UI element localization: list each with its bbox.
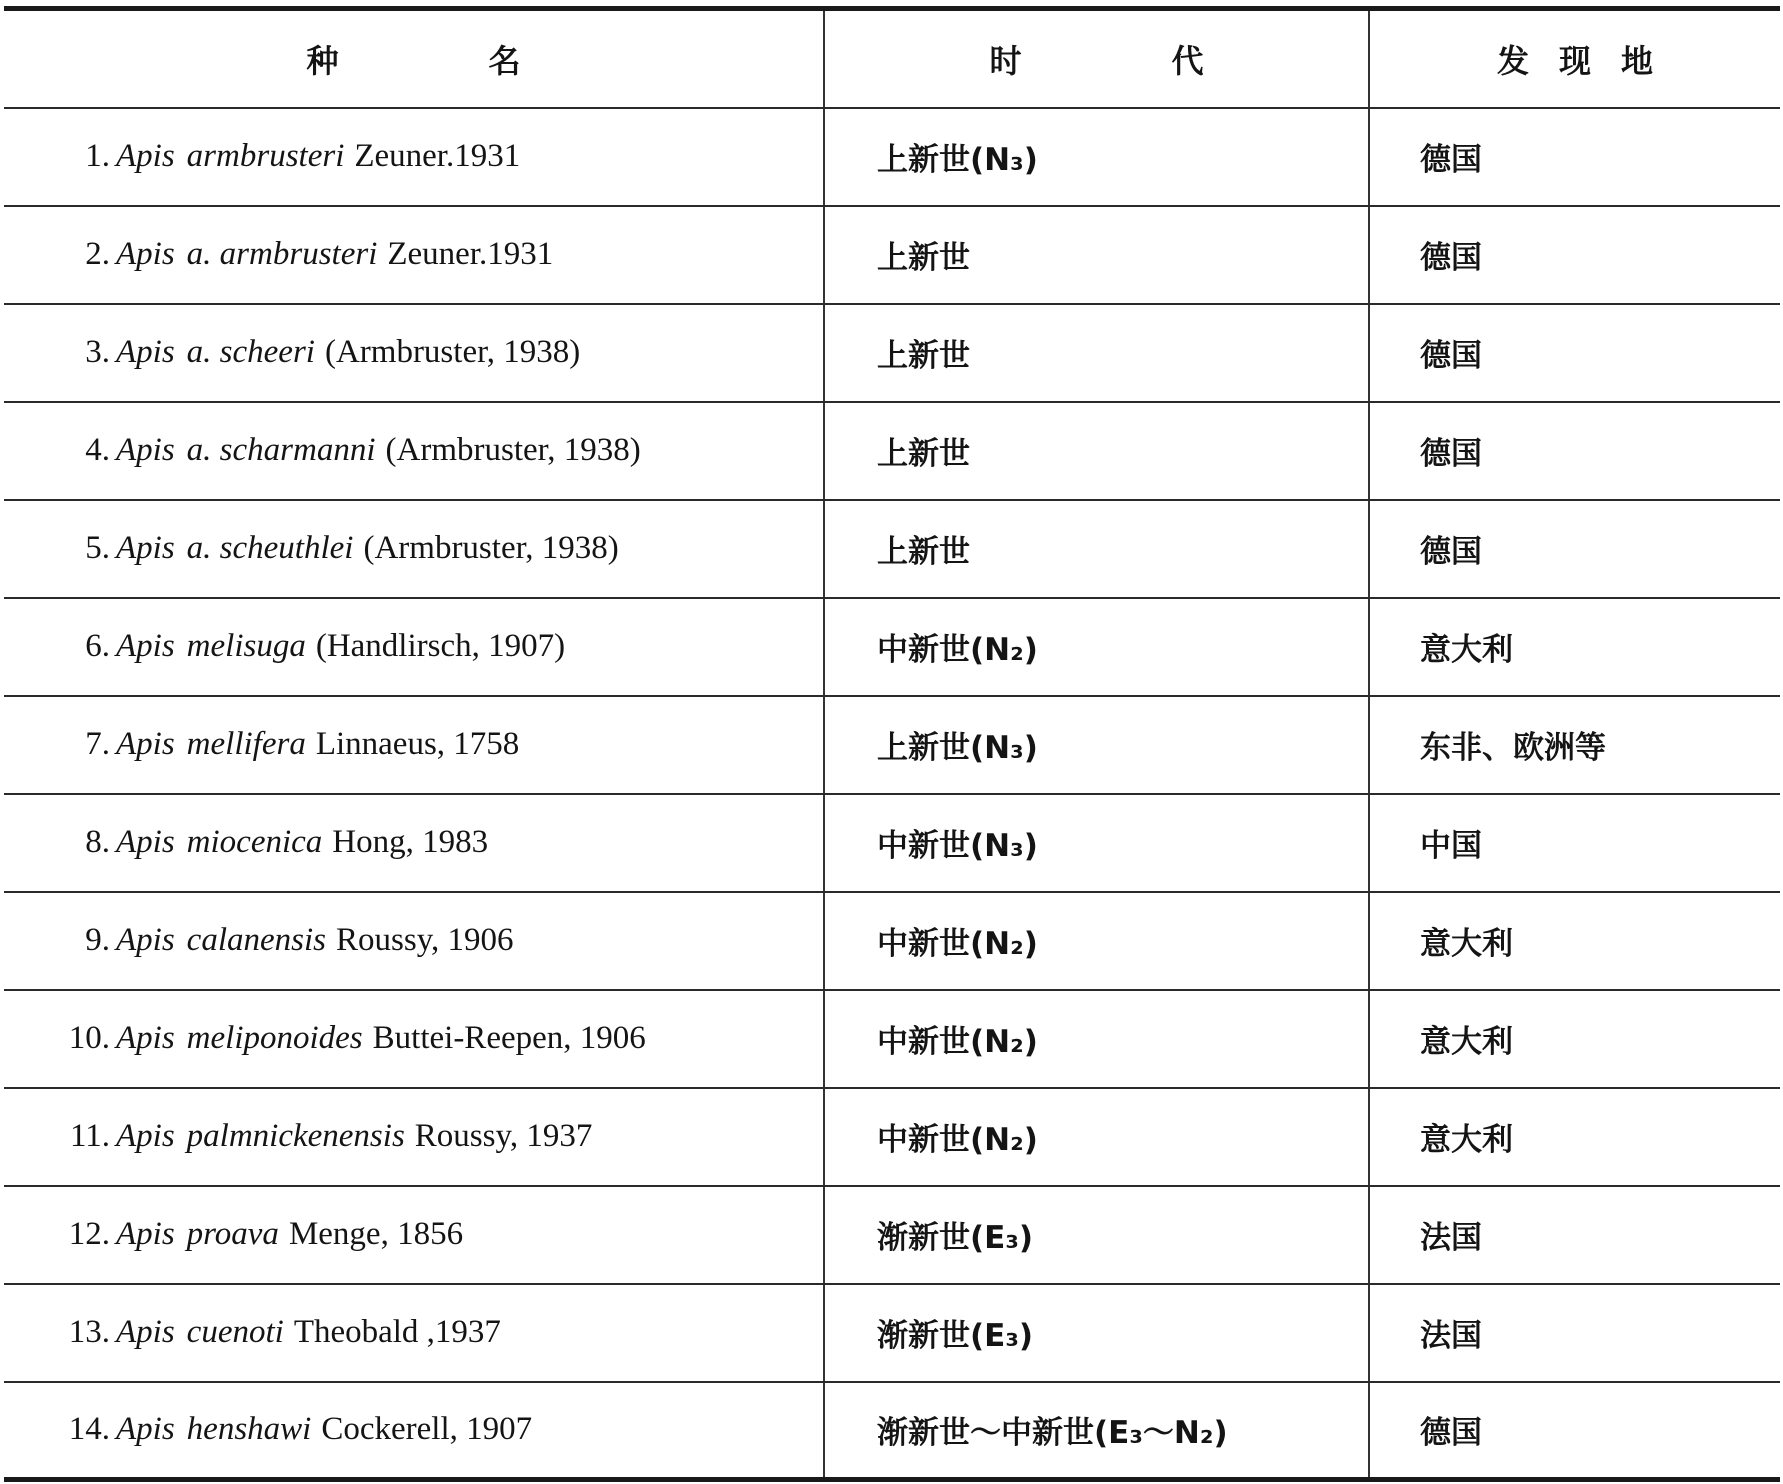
genus-name: Apis bbox=[116, 726, 175, 762]
era-cell: 渐新世～中新世(E₃～N₂) bbox=[824, 1382, 1369, 1480]
author-year: Zeuner.1931 bbox=[387, 236, 554, 272]
genus-name: Apis bbox=[116, 530, 175, 566]
table-row bbox=[4, 108, 1780, 206]
row-number: 2. bbox=[85, 236, 110, 272]
author-year: (Armbruster, 1938) bbox=[363, 530, 619, 566]
row-number: 14. bbox=[68, 1411, 110, 1448]
location-cell: 德国 bbox=[1369, 500, 1780, 598]
row-number: 3. bbox=[85, 334, 110, 370]
era-cell: 上新世(N₃) bbox=[824, 696, 1369, 794]
species-epithet: miocenica bbox=[186, 824, 323, 860]
author-year: Menge, 1856 bbox=[288, 1216, 464, 1252]
species-cell bbox=[4, 108, 824, 206]
era-cell: 中新世(N₃) bbox=[824, 794, 1369, 892]
row-number: 8. bbox=[85, 824, 110, 860]
row-number: 13. bbox=[68, 1314, 110, 1350]
species-cell bbox=[4, 990, 824, 1088]
table-row bbox=[4, 1284, 1780, 1382]
era-cell: 上新世 bbox=[824, 304, 1369, 402]
row-number: 7. bbox=[85, 726, 110, 762]
table-row bbox=[4, 794, 1780, 892]
row-number: 1. bbox=[85, 138, 110, 174]
author-year: Linnaeus, 1758 bbox=[315, 726, 520, 762]
era-cell: 中新世(N₂) bbox=[824, 892, 1369, 990]
location-cell: 中国 bbox=[1369, 794, 1780, 892]
species-epithet: meliponoides bbox=[186, 1020, 363, 1056]
species-epithet: henshawi bbox=[186, 1411, 312, 1448]
location-cell: 德国 bbox=[1369, 304, 1780, 402]
genus-name: Apis bbox=[116, 1216, 175, 1252]
author-year: Theobald ,1937 bbox=[293, 1314, 501, 1350]
genus-name: Apis bbox=[116, 432, 175, 468]
author-year: Hong, 1983 bbox=[332, 824, 489, 860]
table-row bbox=[4, 990, 1780, 1088]
species-epithet: a. scheeri bbox=[186, 334, 315, 370]
genus-name: Apis bbox=[116, 1020, 175, 1056]
row-number: 12. bbox=[68, 1216, 110, 1252]
era-cell: 中新世(N₂) bbox=[824, 1088, 1369, 1186]
table-body bbox=[4, 108, 1780, 1480]
species-cell bbox=[4, 402, 824, 500]
table-row bbox=[4, 1186, 1780, 1284]
species-cell bbox=[4, 304, 824, 402]
header-row bbox=[4, 9, 1780, 108]
location-cell: 意大利 bbox=[1369, 1088, 1780, 1186]
author-year: Cockerell, 1907 bbox=[321, 1411, 533, 1448]
species-cell bbox=[4, 696, 824, 794]
author-year: (Handlirsch, 1907) bbox=[315, 628, 566, 664]
row-number: 10. bbox=[68, 1020, 110, 1056]
species-epithet: a. armbrusteri bbox=[186, 236, 378, 272]
genus-name: Apis bbox=[116, 922, 175, 958]
location-cell: 法国 bbox=[1369, 1186, 1780, 1284]
species-cell bbox=[4, 500, 824, 598]
era-cell: 中新世(N₂) bbox=[824, 990, 1369, 1088]
table-row bbox=[4, 402, 1780, 500]
location-cell: 德国 bbox=[1369, 206, 1780, 304]
species-cell bbox=[4, 1186, 824, 1284]
species-epithet: a. scheuthlei bbox=[186, 530, 354, 566]
species-cell bbox=[4, 598, 824, 696]
genus-name: Apis bbox=[116, 236, 175, 272]
species-cell bbox=[4, 206, 824, 304]
genus-name: Apis bbox=[116, 1314, 175, 1350]
table-row bbox=[4, 1382, 1780, 1480]
row-number: 6. bbox=[85, 628, 110, 664]
location-cell: 德国 bbox=[1369, 108, 1780, 206]
species-epithet: calanensis bbox=[186, 922, 326, 958]
table-row bbox=[4, 598, 1780, 696]
species-cell bbox=[4, 892, 824, 990]
genus-name: Apis bbox=[116, 334, 175, 370]
author-year: (Armbruster, 1938) bbox=[324, 334, 581, 370]
species-table bbox=[4, 6, 1780, 1482]
author-year: Roussy, 1937 bbox=[414, 1118, 593, 1154]
era-cell: 上新世 bbox=[824, 206, 1369, 304]
species-cell bbox=[4, 794, 824, 892]
genus-name: Apis bbox=[116, 628, 175, 664]
genus-name: Apis bbox=[116, 138, 175, 174]
table-row bbox=[4, 500, 1780, 598]
location-cell: 德国 bbox=[1369, 402, 1780, 500]
table-row bbox=[4, 892, 1780, 990]
table-row bbox=[4, 696, 1780, 794]
species-epithet: a. scharmanni bbox=[186, 432, 376, 468]
species-cell bbox=[4, 1088, 824, 1186]
location-cell: 德国 bbox=[1369, 1382, 1780, 1480]
location-cell: 意大利 bbox=[1369, 892, 1780, 990]
era-cell: 渐新世(E₃) bbox=[824, 1284, 1369, 1382]
table-row bbox=[4, 304, 1780, 402]
era-cell: 上新世(N₃) bbox=[824, 108, 1369, 206]
species-epithet: palmnickenensis bbox=[186, 1118, 405, 1154]
species-epithet: proava bbox=[186, 1216, 279, 1252]
row-number: 5. bbox=[85, 530, 110, 566]
row-number: 11. bbox=[69, 1118, 110, 1154]
header-era: 时代 bbox=[824, 9, 1369, 108]
species-cell bbox=[4, 1284, 824, 1382]
genus-name: Apis bbox=[116, 1411, 175, 1448]
author-year: (Armbruster, 1938) bbox=[385, 432, 641, 468]
species-epithet: cuenoti bbox=[186, 1314, 284, 1350]
author-year: Zeuner.1931 bbox=[354, 138, 521, 174]
era-cell: 上新世 bbox=[824, 402, 1369, 500]
species-epithet: mellifera bbox=[186, 726, 306, 762]
genus-name: Apis bbox=[116, 1118, 175, 1154]
table-row bbox=[4, 1088, 1780, 1186]
fossil-apis-table bbox=[4, 6, 1780, 1482]
header-species: 种名 bbox=[4, 9, 824, 108]
era-cell: 中新世(N₂) bbox=[824, 598, 1369, 696]
header-location: 发现地 bbox=[1369, 9, 1780, 108]
species-cell bbox=[4, 1382, 824, 1480]
genus-name: Apis bbox=[116, 824, 175, 860]
species-epithet: melisuga bbox=[186, 628, 306, 664]
era-cell: 渐新世(E₃) bbox=[824, 1186, 1369, 1284]
author-year: Buttei-Reepen, 1906 bbox=[372, 1020, 646, 1056]
table-row bbox=[4, 206, 1780, 304]
location-cell: 法国 bbox=[1369, 1284, 1780, 1382]
row-number: 9. bbox=[85, 922, 110, 958]
author-year: Roussy, 1906 bbox=[336, 922, 514, 958]
location-cell: 意大利 bbox=[1369, 990, 1780, 1088]
era-cell: 上新世 bbox=[824, 500, 1369, 598]
row-number: 4. bbox=[85, 432, 110, 468]
location-cell: 意大利 bbox=[1369, 598, 1780, 696]
location-cell: 东非、欧洲等 bbox=[1369, 696, 1780, 794]
species-epithet: armbrusteri bbox=[186, 138, 345, 174]
